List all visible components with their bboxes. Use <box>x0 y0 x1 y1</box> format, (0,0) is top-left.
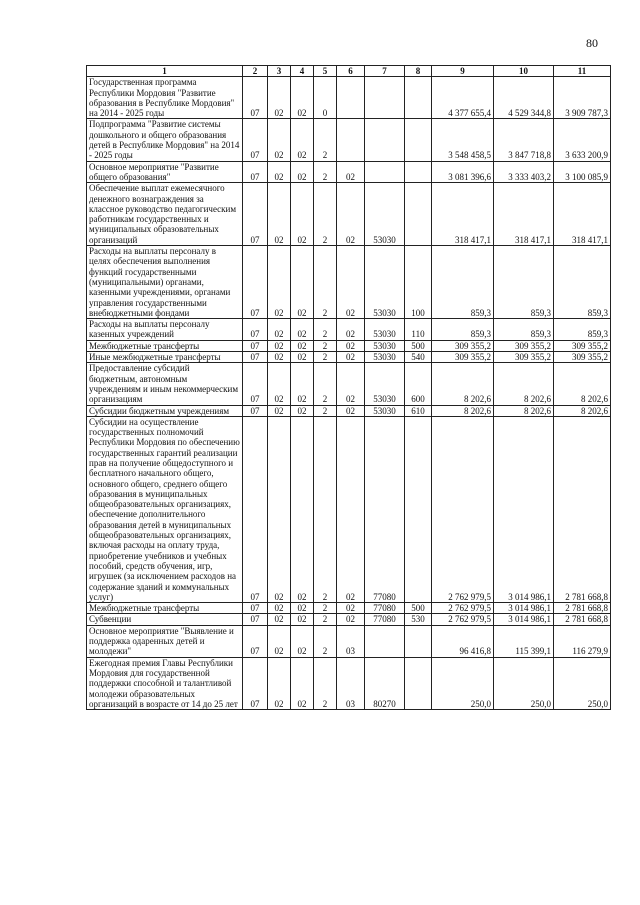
code-cell <box>365 161 405 183</box>
amount-cell: 4 377 655,4 <box>432 77 494 119</box>
table-row <box>87 657 611 709</box>
code-cell: 02 <box>268 625 291 657</box>
code-cell: 07 <box>243 625 268 657</box>
code-cell: 500 <box>405 340 432 351</box>
code-cell: 02 <box>268 352 291 363</box>
amount-cell: 3 633 200,9 <box>554 119 611 161</box>
amount-cell: 250,0 <box>432 657 494 709</box>
code-cell: 02 <box>268 77 291 119</box>
table-row <box>87 161 611 183</box>
table-row <box>87 352 611 363</box>
code-cell: 02 <box>268 603 291 614</box>
amount-cell: 2 762 979,5 <box>432 603 494 614</box>
column-header: 9 <box>432 66 494 77</box>
amount-cell: 3 847 718,8 <box>494 119 554 161</box>
column-header: 5 <box>314 66 337 77</box>
amount-cell: 8 202,6 <box>554 363 611 405</box>
budget-table <box>86 65 611 710</box>
code-cell: 02 <box>337 340 365 351</box>
code-cell: 02 <box>291 405 314 416</box>
row-name: Субвенции <box>87 614 243 625</box>
code-cell: 07 <box>243 319 268 341</box>
amount-cell: 8 202,6 <box>554 405 611 416</box>
table-row <box>87 246 611 319</box>
code-cell: 600 <box>405 363 432 405</box>
code-cell: 2 <box>314 246 337 319</box>
amount-cell: 8 202,6 <box>494 405 554 416</box>
amount-cell: 2 762 979,5 <box>432 614 494 625</box>
amount-cell: 859,3 <box>432 246 494 319</box>
code-cell: 07 <box>243 77 268 119</box>
row-name: Обеспечение выплат ежемесячного денежного вознаграждения за классное руководство педагогическим работникам государственных и муниципальных образовательных организаций <box>87 183 243 246</box>
code-cell: 07 <box>243 657 268 709</box>
amount-cell: 3 909 787,3 <box>554 77 611 119</box>
code-cell: 2 <box>314 657 337 709</box>
code-cell: 02 <box>291 657 314 709</box>
code-cell: 02 <box>268 340 291 351</box>
amount-cell: 859,3 <box>494 319 554 341</box>
code-cell: 07 <box>243 340 268 351</box>
code-cell: 2 <box>314 340 337 351</box>
code-cell: 07 <box>243 363 268 405</box>
table-row <box>87 603 611 614</box>
code-cell: 610 <box>405 405 432 416</box>
table-row <box>87 119 611 161</box>
code-cell: 80270 <box>365 657 405 709</box>
code-cell: 100 <box>405 246 432 319</box>
code-cell: 77080 <box>365 614 405 625</box>
amount-cell: 2 762 979,5 <box>432 416 494 602</box>
table-row <box>87 614 611 625</box>
code-cell: 02 <box>337 363 365 405</box>
table-row <box>87 183 611 246</box>
row-name: Основное мероприятие "Выявление и поддержка одаренных детей и молодежи" <box>87 625 243 657</box>
column-header: 1 <box>87 66 243 77</box>
code-cell: 07 <box>243 246 268 319</box>
code-cell <box>405 416 432 602</box>
code-cell: 53030 <box>365 405 405 416</box>
amount-cell: 859,3 <box>432 319 494 341</box>
code-cell: 02 <box>337 319 365 341</box>
row-name: Расходы на выплаты персоналу в целях обеспечения выполнения функций государственными (муниципальными) органами, казенными учреждениями, органами управления государственными внебюджетными фондами <box>87 246 243 319</box>
row-name: Межбюджетные трансферты <box>87 340 243 351</box>
amount-cell: 3 081 396,6 <box>432 161 494 183</box>
code-cell: 02 <box>268 363 291 405</box>
amount-cell: 309 355,2 <box>494 340 554 351</box>
column-header: 2 <box>243 66 268 77</box>
amount-cell: 8 202,6 <box>494 363 554 405</box>
amount-cell: 859,3 <box>554 319 611 341</box>
code-cell: 03 <box>337 657 365 709</box>
code-cell: 02 <box>291 614 314 625</box>
code-cell: 02 <box>337 405 365 416</box>
code-cell: 02 <box>268 319 291 341</box>
row-name: Государственная программа Республики Мордовия "Развитие образования в Республике Мордовия" на 2014 - 2025 годы <box>87 77 243 119</box>
amount-cell: 8 202,6 <box>432 363 494 405</box>
table-row <box>87 405 611 416</box>
row-name: Субсидии на осуществление государственных полномочий Республики Мордовия по обеспечению государственных гарантий реализации прав на получение общедоступного и бесплатного начального общего, основного общего, среднего общего образования в муниципальных общеобразовательных организациях, обеспечение дополнительного образования детей в муниципальных общеобразовательных организациях, включая расходы на оплату труда, приобретение учебников и учебных пособий, средств обучения, игр, игрушек (за исключением расходов на содержание зданий и коммунальных услуг) <box>87 416 243 602</box>
code-cell: 02 <box>268 183 291 246</box>
code-cell <box>337 77 365 119</box>
code-cell: 03 <box>337 625 365 657</box>
table-row <box>87 625 611 657</box>
code-cell: 2 <box>314 161 337 183</box>
amount-cell: 4 529 344,8 <box>494 77 554 119</box>
amount-cell: 3 100 085,9 <box>554 161 611 183</box>
amount-cell: 2 781 668,8 <box>554 603 611 614</box>
code-cell: 53030 <box>365 246 405 319</box>
column-header: 6 <box>337 66 365 77</box>
code-cell <box>365 625 405 657</box>
page-number: 80 <box>586 36 598 50</box>
amount-cell: 3 014 986,1 <box>494 603 554 614</box>
code-cell: 2 <box>314 363 337 405</box>
amount-cell: 8 202,6 <box>432 405 494 416</box>
amount-cell: 2 781 668,8 <box>554 614 611 625</box>
amount-cell: 309 355,2 <box>554 352 611 363</box>
code-cell: 500 <box>405 603 432 614</box>
code-cell: 02 <box>291 363 314 405</box>
code-cell: 02 <box>337 246 365 319</box>
code-cell: 02 <box>268 161 291 183</box>
code-cell: 07 <box>243 405 268 416</box>
code-cell: 02 <box>291 161 314 183</box>
amount-cell: 3 548 458,5 <box>432 119 494 161</box>
column-header: 11 <box>554 66 611 77</box>
code-cell: 2 <box>314 625 337 657</box>
amount-cell: 309 355,2 <box>494 352 554 363</box>
code-cell: 02 <box>291 352 314 363</box>
row-name: Субсидии бюджетным учреждениям <box>87 405 243 416</box>
code-cell: 02 <box>291 340 314 351</box>
code-cell: 02 <box>291 119 314 161</box>
code-cell: 02 <box>268 405 291 416</box>
amount-cell: 3 014 986,1 <box>494 614 554 625</box>
code-cell: 53030 <box>365 352 405 363</box>
amount-cell: 309 355,2 <box>554 340 611 351</box>
code-cell: 02 <box>337 603 365 614</box>
code-cell <box>405 657 432 709</box>
amount-cell: 318 417,1 <box>554 183 611 246</box>
code-cell: 53030 <box>365 319 405 341</box>
amount-cell: 3 333 403,2 <box>494 161 554 183</box>
amount-cell: 318 417,1 <box>432 183 494 246</box>
code-cell: 2 <box>314 405 337 416</box>
code-cell: 77080 <box>365 603 405 614</box>
code-cell: 02 <box>337 416 365 602</box>
code-cell: 07 <box>243 416 268 602</box>
row-name: Межбюджетные трансферты <box>87 603 243 614</box>
code-cell: 2 <box>314 119 337 161</box>
code-cell: 02 <box>268 119 291 161</box>
code-cell <box>365 77 405 119</box>
amount-cell: 2 781 668,8 <box>554 416 611 602</box>
table-row <box>87 340 611 351</box>
code-cell: 2 <box>314 614 337 625</box>
code-cell: 02 <box>337 161 365 183</box>
table-row <box>87 319 611 341</box>
code-cell <box>337 119 365 161</box>
code-cell: 07 <box>243 614 268 625</box>
code-cell: 07 <box>243 161 268 183</box>
code-cell: 2 <box>314 183 337 246</box>
code-cell: 02 <box>291 603 314 614</box>
table-row <box>87 77 611 119</box>
code-cell: 2 <box>314 416 337 602</box>
code-cell: 53030 <box>365 183 405 246</box>
code-cell: 2 <box>314 352 337 363</box>
code-cell: 53030 <box>365 340 405 351</box>
row-name: Иные межбюджетные трансферты <box>87 352 243 363</box>
code-cell: 02 <box>291 625 314 657</box>
amount-cell: 318 417,1 <box>494 183 554 246</box>
code-cell: 02 <box>268 657 291 709</box>
column-header: 8 <box>405 66 432 77</box>
code-cell <box>405 183 432 246</box>
amount-cell: 115 399,1 <box>494 625 554 657</box>
code-cell: 110 <box>405 319 432 341</box>
row-name: Ежегодная премия Главы Республики Мордовия для государственной поддержки способной и талантливой молодежи образовательных организаций в возрасте от 14 до 25 лет <box>87 657 243 709</box>
row-name: Основное мероприятие "Развитие общего образования" <box>87 161 243 183</box>
code-cell: 02 <box>337 352 365 363</box>
amount-cell: 96 416,8 <box>432 625 494 657</box>
row-name: Предоставление субсидий бюджетным, автономным учреждениям и иным некоммерческим организациям <box>87 363 243 405</box>
code-cell <box>405 625 432 657</box>
code-cell: 530 <box>405 614 432 625</box>
code-cell: 02 <box>291 183 314 246</box>
code-cell: 02 <box>337 614 365 625</box>
code-cell: 77080 <box>365 416 405 602</box>
column-header: 7 <box>365 66 405 77</box>
code-cell: 53030 <box>365 363 405 405</box>
code-cell: 02 <box>291 77 314 119</box>
column-header: 3 <box>268 66 291 77</box>
amount-cell: 309 355,2 <box>432 340 494 351</box>
code-cell <box>405 119 432 161</box>
table-row <box>87 363 611 405</box>
code-cell <box>405 161 432 183</box>
amount-cell: 3 014 986,1 <box>494 416 554 602</box>
code-cell: 2 <box>314 603 337 614</box>
code-cell: 2 <box>314 319 337 341</box>
amount-cell: 859,3 <box>554 246 611 319</box>
column-header: 10 <box>494 66 554 77</box>
code-cell: 07 <box>243 183 268 246</box>
code-cell: 540 <box>405 352 432 363</box>
table-header-row <box>87 66 611 77</box>
code-cell: 07 <box>243 119 268 161</box>
code-cell: 07 <box>243 352 268 363</box>
amount-cell: 859,3 <box>494 246 554 319</box>
row-name: Подпрограмма "Развитие системы дошкольного и общего образования детей в Республике Мордовия" на 2014 - 2025 годы <box>87 119 243 161</box>
code-cell <box>365 119 405 161</box>
table-row <box>87 416 611 602</box>
amount-cell: 309 355,2 <box>432 352 494 363</box>
row-name: Расходы на выплаты персоналу казенных учреждений <box>87 319 243 341</box>
code-cell: 02 <box>291 319 314 341</box>
amount-cell: 250,0 <box>554 657 611 709</box>
column-header: 4 <box>291 66 314 77</box>
code-cell: 02 <box>268 614 291 625</box>
code-cell: 02 <box>268 416 291 602</box>
code-cell: 0 <box>314 77 337 119</box>
amount-cell: 116 279,9 <box>554 625 611 657</box>
code-cell: 02 <box>268 246 291 319</box>
code-cell: 02 <box>291 416 314 602</box>
code-cell: 02 <box>291 246 314 319</box>
code-cell: 02 <box>337 183 365 246</box>
code-cell: 07 <box>243 603 268 614</box>
amount-cell: 250,0 <box>494 657 554 709</box>
code-cell <box>405 77 432 119</box>
